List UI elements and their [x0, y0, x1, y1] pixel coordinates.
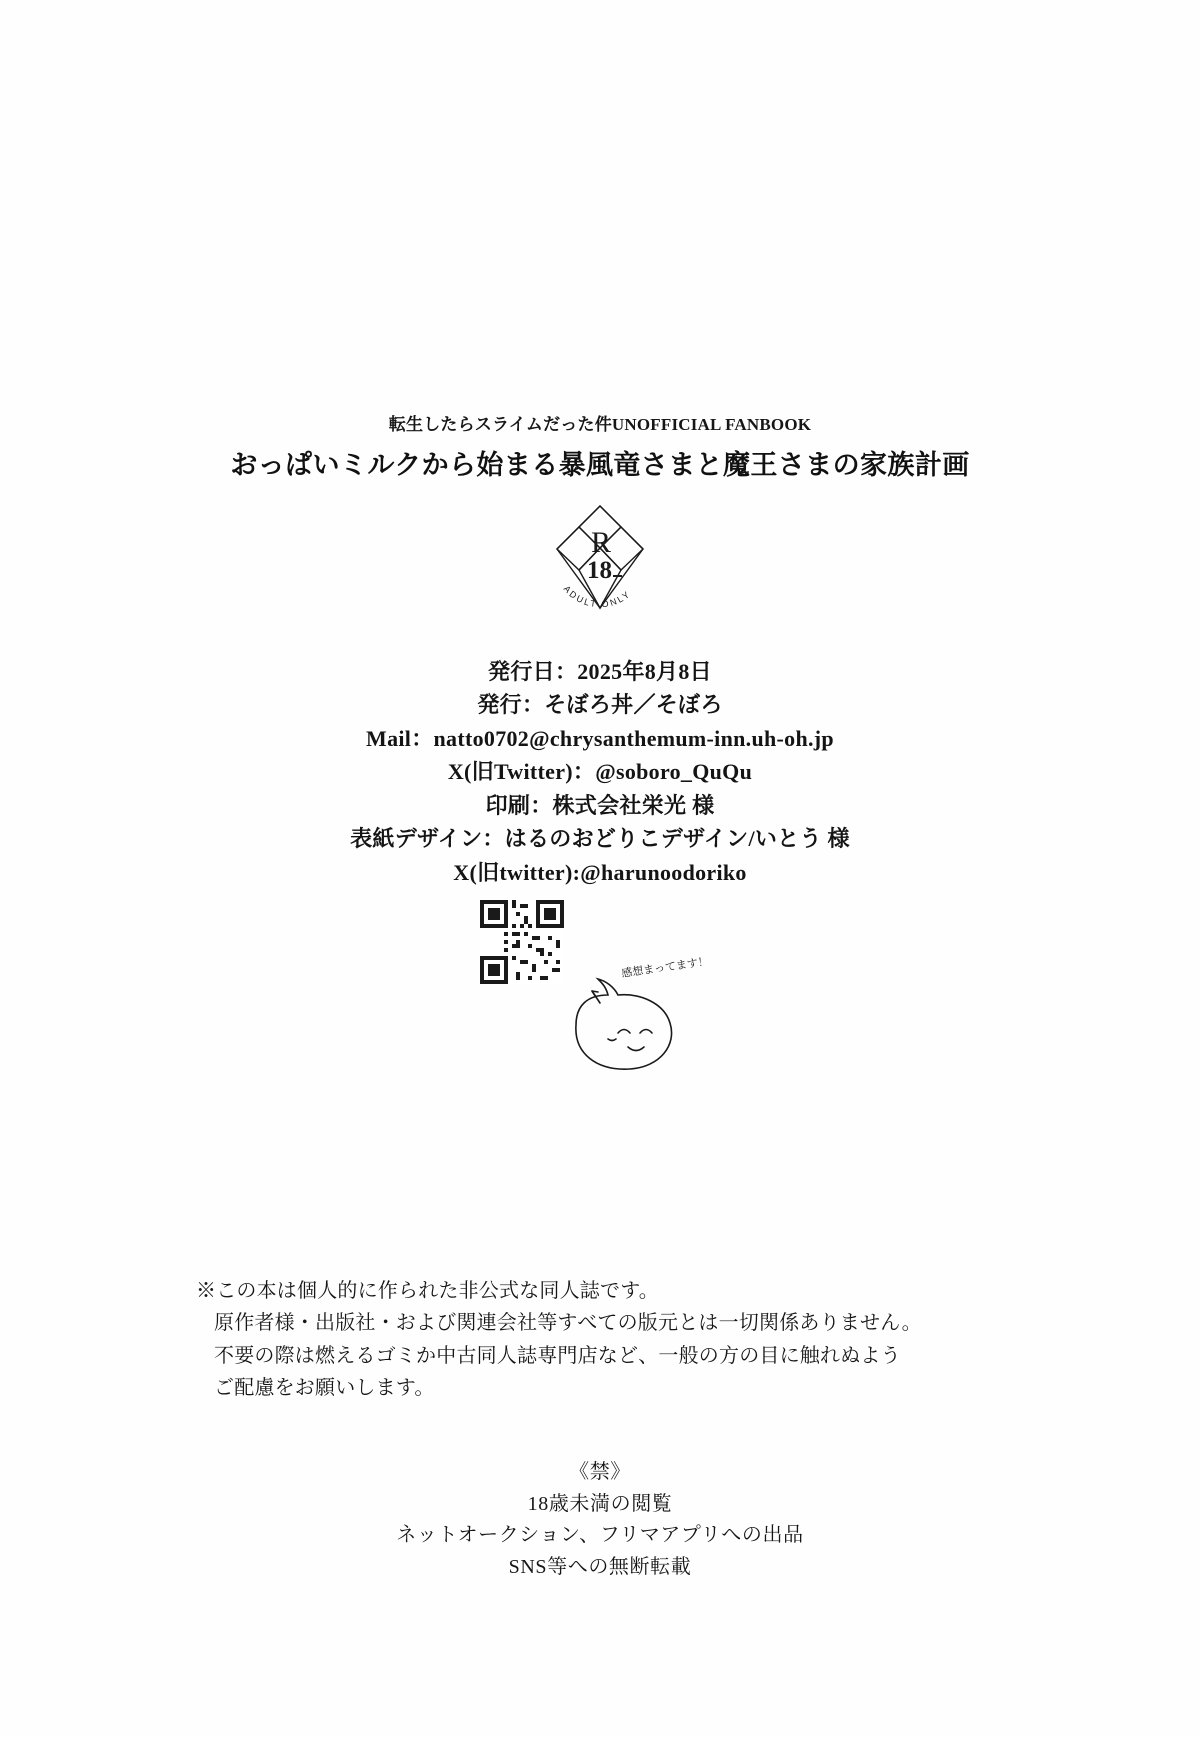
- prohibitions-block: [0, 1457, 1200, 1583]
- qr-and-mascot-block: [470, 900, 730, 1110]
- svg-text:ADULT ONLY: ADULT ONLY: [561, 583, 633, 610]
- svg-text:R: R: [591, 526, 612, 559]
- notice-block: [196, 1275, 1016, 1405]
- publication-line: X(旧twitter):@harunoodoriko: [453, 859, 747, 885]
- publication-line: 表紙デザイン：はるのおどりこデザイン/いとう 様: [350, 826, 850, 852]
- notice-line: ※この本は個人的に作られた非公式な同人誌です。: [196, 1280, 659, 1302]
- colophon-header: [0, 415, 1200, 482]
- svg-text:18: 18: [587, 557, 612, 584]
- prohibition-item: SNS等への無断転載: [508, 1555, 692, 1578]
- publication-line: 印刷：株式会社栄光 様: [485, 792, 715, 818]
- svg-text:感想まってます！: 感想まってます！: [620, 955, 710, 980]
- prohibition-item: ネットオークション、フリマアプリへの出品: [396, 1524, 804, 1547]
- prohibitions-heading: 《禁》: [569, 1461, 631, 1483]
- publication-info: [0, 655, 1200, 889]
- publication-line: 発行日：2025年8月8日: [488, 659, 712, 684]
- publication-line: X(旧Twitter)：@soboro_QuQu: [447, 759, 753, 785]
- mascot-illustration: [530, 955, 730, 1105]
- notice-line: 不要の際は燃えるゴミか中古同人誌専門店など、一般の方の目に触れぬよう: [214, 1344, 901, 1367]
- publication-line: Mail：natto0702@chrysanthemum-inn.uh-oh.jp: [366, 725, 834, 751]
- r18-adult-only-icon: [525, 490, 675, 630]
- notice-line: 原作者様・出版社・および関連会社等すべての版元とは一切関係ありません。: [214, 1312, 922, 1335]
- publication-line: 発行：そぼろ丼／そぼろ: [477, 692, 723, 718]
- prohibition-item: 18歳未満の閲覧: [527, 1492, 673, 1515]
- notice-line: ご配慮をお願いします。: [214, 1377, 435, 1400]
- book-title: おっぱいミルクから始まる暴風竜さまと魔王さまの家族計画: [230, 450, 970, 481]
- series-line: 転生したらスライムだった件UNOFFICIAL FANBOOK: [388, 415, 812, 434]
